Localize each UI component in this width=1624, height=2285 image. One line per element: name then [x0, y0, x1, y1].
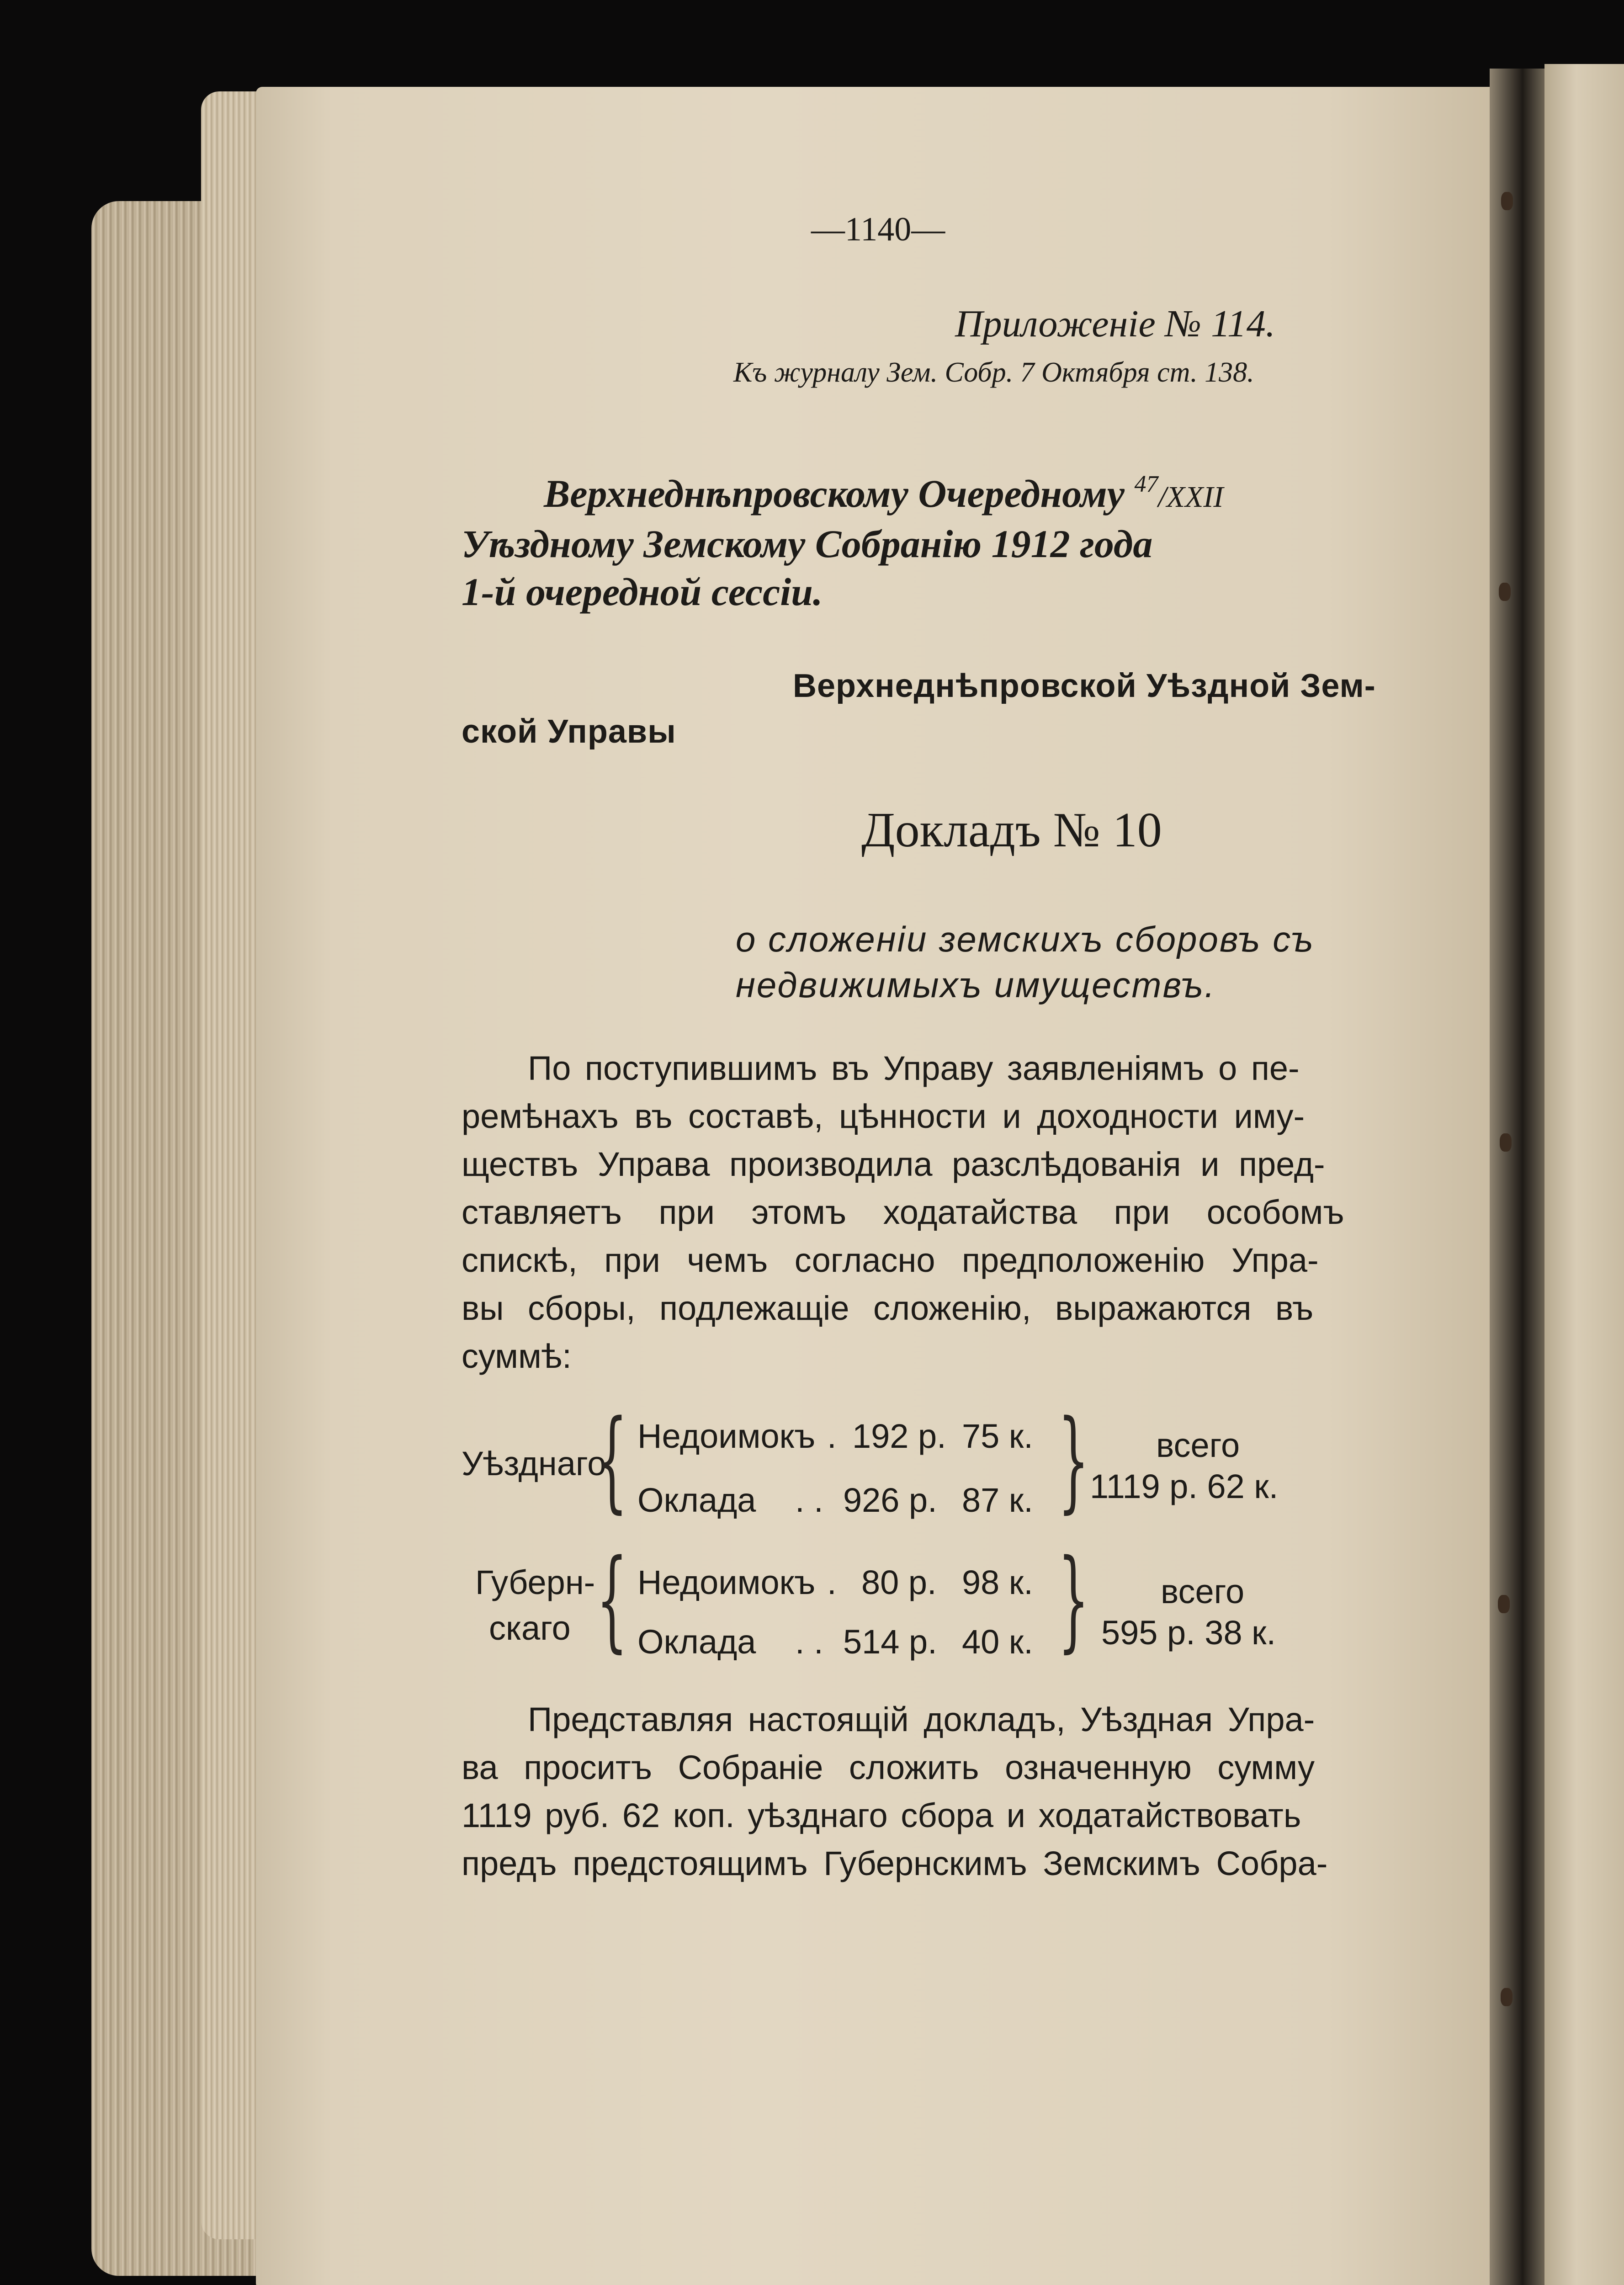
paragraph-1-line: По поступившимъ въ Управу заявленiямъ о пе-	[528, 1049, 1300, 1087]
row-item: Недоимокъ	[637, 1563, 816, 1601]
row-dots: .	[827, 1417, 837, 1455]
paragraph-2-line: Представляя настоящiй докладъ, Уѣздная Упра-	[528, 1700, 1315, 1738]
row-rubles: 926 р.	[843, 1481, 937, 1519]
row-item: Недоимокъ	[637, 1417, 816, 1455]
page-clip-mark	[1501, 1988, 1513, 2006]
row-dots: . .	[795, 1623, 823, 1661]
row-kopecks: 87 к.	[962, 1481, 1033, 1519]
paragraph-2-line: предъ предстоящимъ Губернскимъ Земскимъ Собра-	[462, 1844, 1328, 1882]
row-rubles: 80 р.	[861, 1563, 937, 1601]
row-rubles: 192 р.	[852, 1417, 946, 1455]
right-brace: }	[1058, 1396, 1089, 1524]
reference-roman: /XXII	[1158, 480, 1224, 514]
page-clip-mark	[1501, 192, 1513, 210]
paragraph-2-line: ва проситъ Собранiе сложить означенную сумму	[462, 1748, 1315, 1786]
group-label-uezd: Уѣзднаго	[462, 1445, 606, 1483]
row-dots: .	[827, 1563, 837, 1601]
row-item: Оклада	[637, 1623, 756, 1661]
row-kopecks: 75 к.	[962, 1417, 1033, 1455]
row-kopecks: 40 к.	[962, 1623, 1033, 1661]
group-total-label: всего	[1161, 1573, 1245, 1610]
addressee-line-2: Уѣздному Земскому Собранiю 1912 года	[462, 522, 1153, 566]
report-subject-line-2: недвижимыхъ имуществъ.	[736, 965, 1216, 1005]
book-page	[256, 87, 1517, 2285]
row-kopecks: 98 к.	[962, 1563, 1033, 1601]
page-clip-mark	[1500, 1133, 1512, 1152]
journal-reference: Къ журналу Зем. Собр. 7 Октября ст. 138.	[733, 357, 1254, 388]
group-total-value: 595 р. 38 к.	[1101, 1614, 1276, 1652]
addressee-line-1	[544, 471, 1223, 516]
book-gutter	[1490, 69, 1544, 2285]
right-brace: }	[1058, 1536, 1089, 1663]
page-number: —1140—	[811, 211, 945, 248]
row-item: Оклада	[637, 1481, 756, 1519]
board-line-2: ской Управы	[462, 713, 676, 750]
addressee-line-3: 1-й очередной сессiи.	[462, 570, 823, 614]
report-title: Докладъ № 10	[861, 803, 1162, 857]
left-brace: {	[596, 1396, 628, 1524]
group-total-label: всего	[1156, 1426, 1240, 1464]
group-label-gub: Губерн-	[475, 1563, 595, 1601]
appendix-heading: Приложенiе № 114.	[955, 303, 1275, 345]
page-clip-mark	[1498, 1595, 1510, 1613]
report-subject-line-1: о сложенiи земскихъ сборовъ съ	[736, 919, 1315, 959]
row-dots: . .	[795, 1481, 823, 1519]
paragraph-1-line: ремѣнахъ въ составѣ, цѣнности и доходности иму-	[462, 1097, 1305, 1135]
paragraph-2-line: 1119 руб. 62 коп. уѣзднаго сбора и ходатайствовать	[462, 1796, 1301, 1834]
group-label-gub: скаго	[489, 1609, 571, 1647]
left-brace: {	[596, 1536, 628, 1663]
board-line-1: Верхнеднѣпровской Уѣздной Зем-	[793, 668, 1376, 704]
paragraph-1-line: ставляетъ при этомъ ходатайства при особомъ	[462, 1193, 1344, 1231]
paragraph-1-line: ществъ Управа производила разслѣдованiя и пред-	[462, 1145, 1325, 1183]
addressee-line-1-text: Верхнеднѣпровскому Очередному	[544, 472, 1125, 515]
page-clip-mark	[1499, 583, 1511, 601]
facing-page-edge	[1544, 64, 1624, 2285]
paragraph-1-line: спискѣ, при чемъ согласно предположенiю Упра-	[462, 1241, 1319, 1279]
reference-superscript: 47	[1134, 471, 1158, 497]
row-rubles: 514 р.	[843, 1623, 937, 1661]
group-total-value: 1119 р. 62 к.	[1090, 1467, 1279, 1505]
paragraph-1-line: суммѣ:	[462, 1337, 572, 1375]
paragraph-1-line: вы сборы, подлежащiе сложенiю, выражаются въ	[462, 1289, 1314, 1327]
